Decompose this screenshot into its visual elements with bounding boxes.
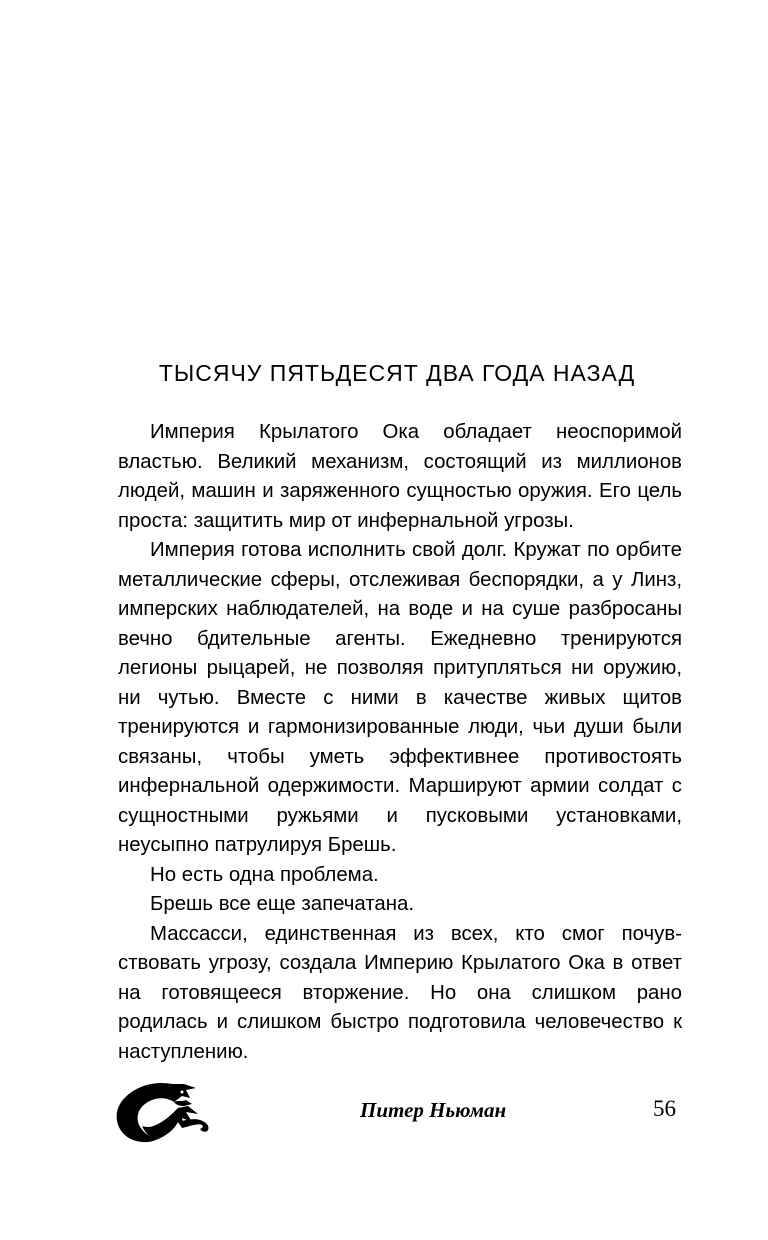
chapter-title: ТЫСЯЧУ ПЯТЬДЕСЯТ ДВА ГОДА НАЗАД <box>158 360 636 386</box>
dragon-icon <box>112 1078 216 1146</box>
paragraph-4: Брешь все еще запечатана. <box>150 893 415 915</box>
paragraph-3: Но есть одна проблема. <box>150 863 379 886</box>
paragraph-5: Массасси, единственная из всех, кто смог почувствовать угрозу, создала Империю Крылатого Ока в ответ на готовящееся вторжение. Но она слишком рано родилась и слишком быстро подготовила человечество к наступлению. <box>118 922 682 1063</box>
page-number: 56 <box>653 1096 676 1121</box>
author-name: Питер Ньюман <box>360 1098 507 1122</box>
page-footer <box>112 1078 682 1148</box>
paragraph-1: Империя Крылатого Ока обладает неоспоримой властью. Великий механизм, состоящий из миллионов людей, машин и заряженного сущностью оружия. Его цель проста: защитить мир от инфернальной угрозы. <box>118 421 682 532</box>
body-text <box>118 418 682 1067</box>
paragraph-2: Империя готова исполнить свой долг. Кружат по орбите металлические сферы, отслеживая беспорядки, а у Линз, имперских наблюдателей, на воде и на суше разбросаны вечно бдительные агенты. Ежедневно тренируются легионы рыцарей, не позволяя притупляться ни оружию, ни чутью. Вместе с ними в качестве живых щитов тренируются и гармонизированные люди, чьи души были связаны, чтобы уметь эффективнее противостоять инфернальной одержимости. Маршируют армии солдат с сущностными ружьями и пусковыми установками, неусыпно патрулируя Брешь. <box>118 539 682 856</box>
